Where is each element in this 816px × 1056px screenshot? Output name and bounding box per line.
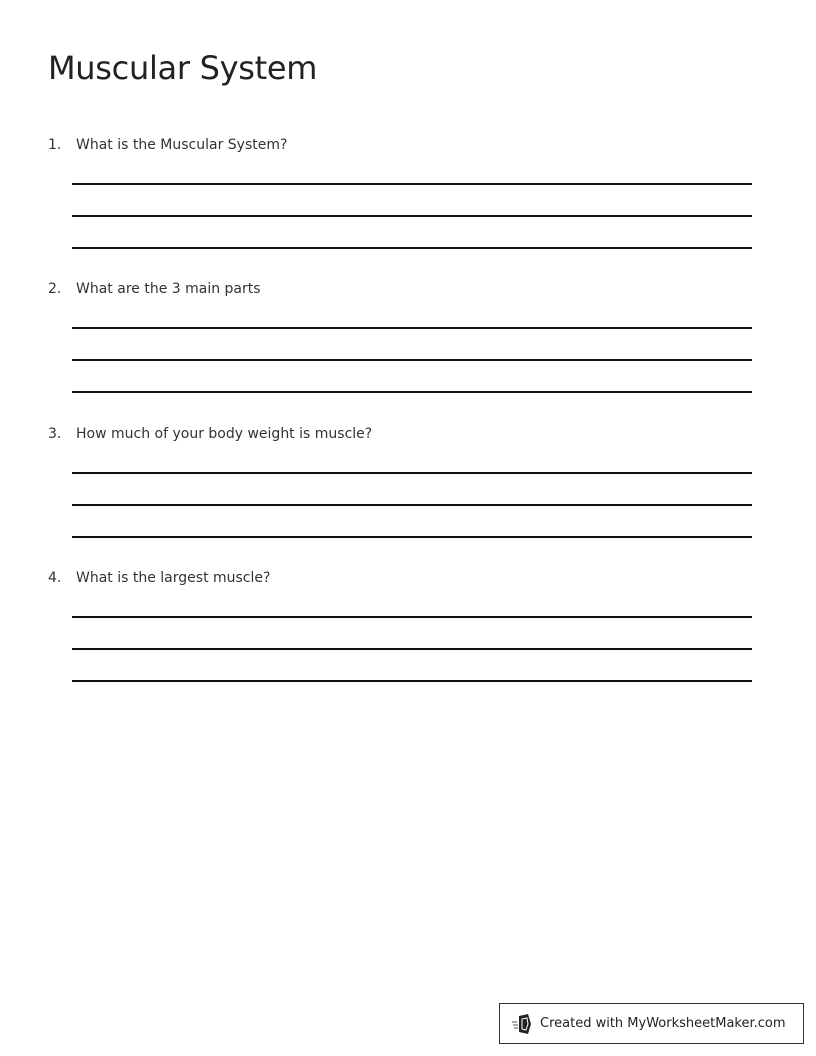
answer-line[interactable] <box>72 215 752 217</box>
answer-line[interactable] <box>72 648 752 650</box>
question-text: How much of your body weight is muscle? <box>76 426 373 442</box>
page-title: Muscular System <box>48 49 318 87</box>
footer-text: Created with MyWorksheetMaker.com <box>540 1016 786 1031</box>
answer-line[interactable] <box>72 327 752 329</box>
answer-line[interactable] <box>72 183 752 185</box>
question-4 <box>48 569 768 587</box>
question-number: 4. <box>48 570 62 586</box>
question-3 <box>48 425 768 443</box>
answer-line[interactable] <box>72 247 752 249</box>
answer-line[interactable] <box>72 536 752 538</box>
answer-line[interactable] <box>72 504 752 506</box>
answer-line[interactable] <box>72 680 752 682</box>
question-number: 1. <box>48 137 62 153</box>
question-text: What are the 3 main parts <box>76 281 261 297</box>
answer-line[interactable] <box>72 472 752 474</box>
question-text: What is the Muscular System? <box>76 137 288 153</box>
worksheet-maker-logo-icon <box>512 1013 532 1035</box>
question-text: What is the largest muscle? <box>76 570 271 586</box>
question-2 <box>48 280 768 298</box>
question-1 <box>48 136 768 154</box>
question-number: 3. <box>48 426 62 442</box>
answer-line[interactable] <box>72 359 752 361</box>
answer-line[interactable] <box>72 616 752 618</box>
footer-badge[interactable] <box>499 1003 804 1044</box>
answer-line[interactable] <box>72 391 752 393</box>
question-number: 2. <box>48 281 62 297</box>
